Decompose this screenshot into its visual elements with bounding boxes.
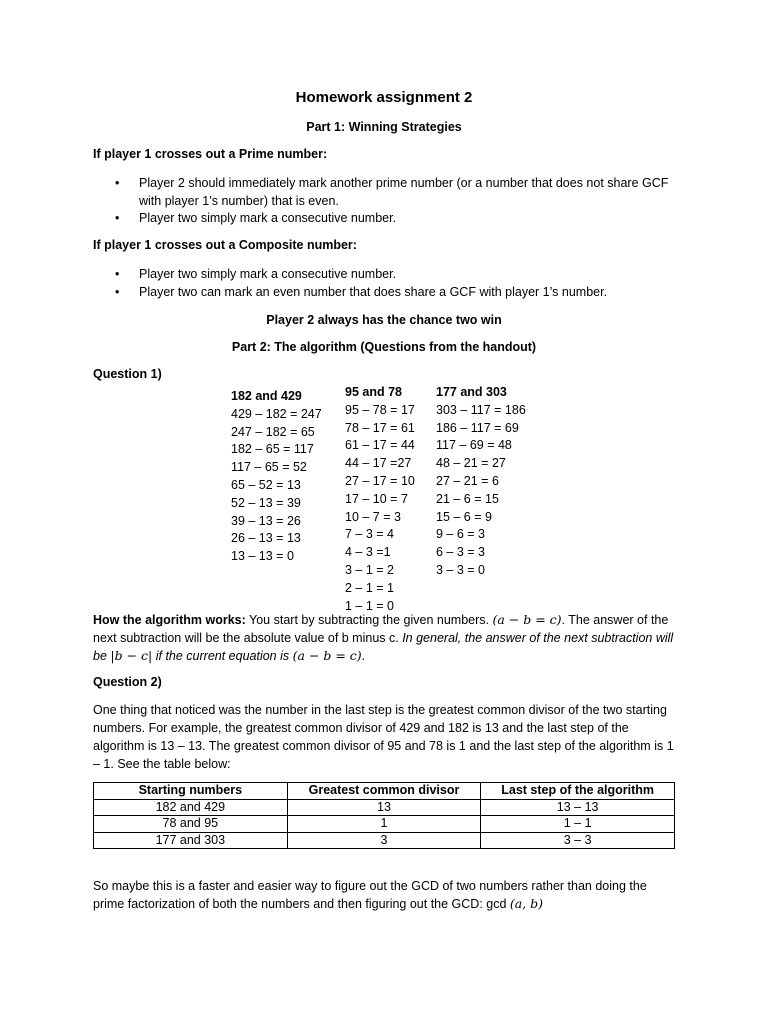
column-header: 95 and 78: [345, 385, 402, 399]
math-expression: (a − b = c): [292, 648, 362, 663]
list-item: • Player two simply mark a consecutive number.: [93, 210, 693, 228]
equation-line: 15 – 6 = 9: [436, 509, 492, 524]
equation-line: 3 – 3 = 0: [436, 562, 485, 577]
equation-line: 1 – 1 = 0: [345, 598, 394, 613]
table-cell: 3: [287, 832, 481, 849]
table-row: [94, 816, 675, 833]
equation-line: 186 – 117 = 69: [436, 420, 519, 435]
math-expression: (a, b): [509, 896, 544, 911]
question2-heading: Question 2): [93, 675, 162, 689]
equation-line: 4 – 3 =1: [345, 545, 391, 560]
gcd-table: [93, 782, 675, 849]
table-header-cell: Greatest common divisor: [287, 783, 481, 800]
equation-line: 52 – 13 = 39: [231, 495, 301, 510]
equation-line: 48 – 21 = 27: [436, 456, 506, 471]
equation-line: 117 – 65 = 52: [231, 460, 307, 475]
equation-line: 61 – 17 = 44: [345, 438, 415, 453]
equation-line: 27 – 21 = 6: [436, 473, 499, 488]
prime-bullet-list: [93, 175, 693, 228]
table-cell: 1: [287, 816, 481, 833]
column-header: 177 and 303: [436, 385, 507, 399]
table-row: [94, 832, 675, 849]
math-expression: |b − c|: [110, 648, 153, 663]
table-cell: 13 – 13: [481, 799, 675, 816]
how-italic-text: In general, the answer of the next subtraction will be: [93, 631, 674, 663]
equation-line: 95 – 78 = 17: [345, 402, 415, 417]
prime-heading: If player 1 crosses out a Prime number:: [93, 147, 328, 161]
equation-line: 26 – 13 = 13: [231, 531, 301, 546]
math-expression: (a − b = c): [492, 612, 562, 627]
equation-line: 17 – 10 = 7: [345, 491, 408, 506]
table-header-cell: Starting numbers: [94, 783, 288, 800]
composite-heading: If player 1 crosses out a Composite number:: [93, 238, 357, 252]
equation-line: 27 – 17 = 10: [345, 473, 415, 488]
list-item: • Player 2 should immediately mark another prime number (or a number that does not share GCF with player 1’s number) that is even.: [93, 175, 693, 210]
algorithm-column-182-429: [231, 388, 322, 566]
equation-line: 2 – 1 = 1: [345, 580, 394, 595]
list-item: • Player two can mark an even number that does share a GCF with player 1’s number.: [93, 284, 693, 302]
equation-line: 303 – 117 = 186: [436, 402, 526, 417]
table-cell: 13: [287, 799, 481, 816]
column-header: 182 and 429: [231, 389, 302, 403]
equation-line: 247 – 182 = 65: [231, 424, 315, 439]
equation-line: 3 – 1 = 2: [345, 562, 394, 577]
equation-line: 429 – 182 = 247: [231, 406, 322, 421]
table-header-row: [94, 783, 675, 800]
how-text: .: [361, 649, 366, 663]
equation-line: 117 – 69 = 48: [436, 438, 512, 453]
table-cell: 1 – 1: [481, 816, 675, 833]
equation-line: 10 – 7 = 3: [345, 509, 401, 524]
equation-line: 78 – 17 = 61: [345, 420, 415, 435]
how-text: . The answer of the next subtraction will be the absolute value of b minus c.: [93, 613, 669, 645]
closing-text: So maybe this is a faster and easier way to figure out the GCD of two numbers rather than doing the prime factorization of both the numbers and then figuring out the GCD: gcd: [93, 879, 647, 911]
equation-line: 6 – 3 = 3: [436, 545, 485, 560]
part1-heading: Part 1: Winning Strategies: [306, 120, 462, 134]
part1-conclusion: Player 2 always has the chance two win: [266, 313, 502, 327]
how-italic-text: if the current equation is: [152, 649, 293, 663]
how-text: You start by subtracting the given numbers.: [245, 613, 493, 627]
how-label: How the algorithm works:: [93, 613, 246, 627]
table-header-cell: Last step of the algorithm: [481, 783, 675, 800]
equation-line: 44 – 17 =27: [345, 456, 412, 471]
question1-heading: Question 1): [93, 367, 162, 381]
table-cell: 3 – 3: [481, 832, 675, 849]
equation-line: 21 – 6 = 15: [436, 491, 499, 506]
equation-line: 39 – 13 = 26: [231, 513, 301, 528]
document-title: Homework assignment 2: [295, 89, 473, 106]
equation-line: 65 – 52 = 13: [231, 477, 301, 492]
equation-line: 7 – 3 = 4: [345, 527, 394, 542]
composite-bullet-list: [93, 266, 693, 301]
equation-line: 13 – 13 = 0: [231, 549, 294, 564]
how-algorithm-works-paragraph: [93, 611, 678, 665]
closing-paragraph: [93, 877, 678, 913]
table-row: [94, 799, 675, 816]
question2-paragraph: One thing that noticed was the number in the last step is the greatest common divisor of the two starting numbers. For example, the greatest common divisor of 429 and 182 is 13 and the last step of the algorithm is 13 – 13. The greatest common divisor of 95 and 78 is 1 and the last step of the algorithm is 1 – 1. See the table below:: [93, 703, 674, 771]
part2-heading: Part 2: The algorithm (Questions from the handout): [231, 340, 537, 354]
algorithm-column-177-303: [436, 384, 526, 580]
equation-line: 9 – 6 = 3: [436, 527, 485, 542]
table-cell: 78 and 95: [94, 816, 288, 833]
equation-line: 182 – 65 = 117: [231, 442, 314, 457]
list-item: • Player two simply mark a consecutive number.: [93, 266, 693, 284]
table-cell: 177 and 303: [94, 832, 288, 849]
algorithm-column-95-78: [345, 384, 415, 615]
table-cell: 182 and 429: [94, 799, 288, 816]
